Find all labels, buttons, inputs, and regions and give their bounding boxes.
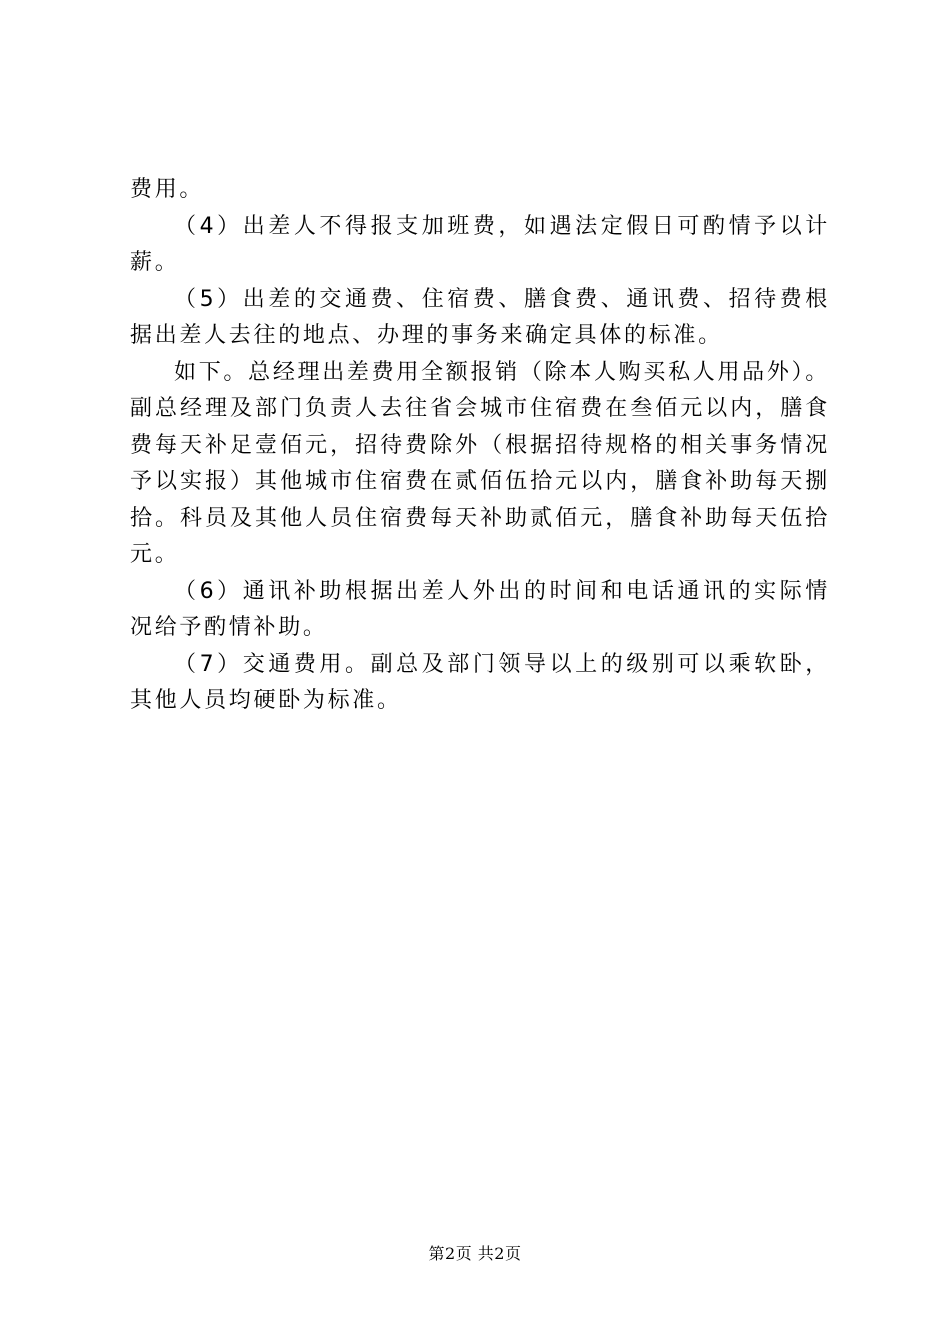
paragraph-item-4: （4）出差人不得报支加班费，如遇法定假日可酌情予以计薪。 (130, 213, 830, 275)
document-body (130, 172, 830, 720)
paragraph-continuation: 费用。 (130, 177, 205, 202)
page-number-footer: 第2页 共2页 (428, 1244, 522, 1263)
paragraph-item-7: （7）交通费用。副总及部门领导以上的级别可以乘软卧，其他人员均硬卧为标准。 (130, 651, 830, 713)
paragraph-item-5: （5）出差的交通费、住宿费、膳食费、通讯费、招待费根据出差人去往的地点、办理的事务来确定具体的标准。 (130, 286, 830, 348)
paragraph-standards: 如下。总经理出差费用全额报销（除本人购买私人用品外）。副总经理及部门负责人去往省会城市住宿费在叁佰元以内，膳食费每天补足壹佰元，招待费除外（根据招待规格的相关事务情况予以实报）其他城市住宿费在贰佰伍拾元以内，膳食补助每天捌拾。科员及其他人员住宿费每天补助贰佰元，膳食补助每天伍拾元。 (130, 359, 830, 567)
paragraph-item-6: （6）通讯补助根据出差人外出的时间和电话通讯的实际情况给予酌情补助。 (130, 578, 830, 640)
